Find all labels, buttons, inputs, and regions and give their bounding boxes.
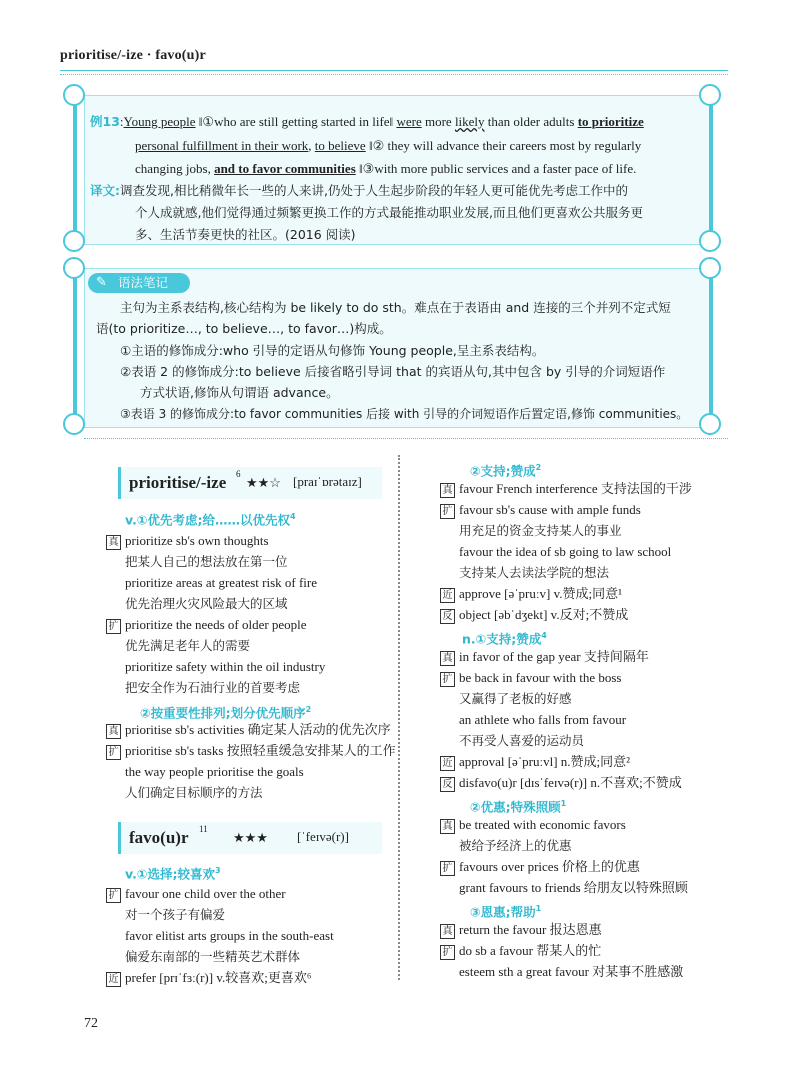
entry-text: prioritize sb's own thoughts bbox=[125, 533, 269, 548]
entry-line bbox=[440, 963, 683, 981]
entry-text: 把安全作为石油行业的首要考虑 bbox=[125, 680, 301, 695]
entry-line bbox=[106, 948, 300, 966]
entry-line bbox=[440, 753, 630, 771]
entry-line bbox=[106, 784, 263, 802]
entry-text: do sb a favour 帮某人的忙 bbox=[459, 943, 602, 958]
entry-line bbox=[440, 711, 626, 729]
sentence-keyword-prioritize: to prioritize bbox=[577, 114, 644, 129]
entry-line bbox=[106, 885, 286, 903]
sentence-keyword-favor: and to favor communities bbox=[214, 161, 356, 176]
translation-line-3: 多、生活节奏更快的社区。(2016 阅读) bbox=[135, 227, 356, 242]
entry-text: favour sb's cause with ample funds bbox=[459, 502, 641, 517]
entry-text: disfavo(u)r [dɪsˈfeɪvə(r)] n.不喜欢;不赞成 bbox=[459, 775, 682, 790]
header-rule-dotted bbox=[60, 74, 728, 75]
grammar-note-tag bbox=[88, 273, 190, 293]
entry-text: prioritise sb's tasks 按照轻重缓急安排某人的工作 bbox=[125, 743, 396, 758]
entry-text: 把某人自己的想法放在第一位 bbox=[125, 554, 288, 569]
sentence-subject: Young people bbox=[123, 114, 196, 129]
entry-header-prioritise bbox=[118, 467, 382, 499]
real-exam-tag: 真 bbox=[440, 924, 455, 939]
entry-text: 支持某人去读法学院的想法 bbox=[459, 565, 610, 580]
sentence-clause-1: ‖①who are still getting started in life‖ bbox=[198, 114, 394, 129]
entry-text: 又赢得了老板的好感 bbox=[459, 691, 572, 706]
page-number: 72 bbox=[84, 1016, 98, 1031]
entry-line bbox=[106, 637, 250, 655]
synonym-tag: 近 bbox=[440, 756, 455, 771]
entry-line bbox=[106, 679, 300, 697]
entry-text: prioritize the needs of older people bbox=[125, 617, 307, 632]
grammar-note-title: 语法笔记 bbox=[118, 275, 169, 290]
entry-line bbox=[440, 543, 671, 561]
synonym-tag: 近 bbox=[106, 972, 121, 987]
entry-header-favour bbox=[118, 822, 382, 854]
entry-text: prioritize areas at greatest risk of fire bbox=[125, 575, 318, 590]
entry-text: prefer [prɪˈfɜː(r)] v.较喜欢;更喜欢⁶ bbox=[125, 970, 312, 985]
sentence-word: changing jobs, bbox=[135, 161, 211, 176]
note-item-3: ③表语 3 的修饰成分:to favor communities 后接 with 引导的介词短语作后置定语,修饰 communities。 bbox=[120, 407, 689, 421]
note-item-2a: ②表语 2 的修饰成分:to believe 后接省略引导词 that 的宾语从句,其中包含 by 引导的介词短语作 bbox=[120, 364, 666, 379]
header-rule bbox=[60, 70, 728, 71]
entry-text: prioritize safety within the oil industry bbox=[125, 659, 326, 674]
column-divider bbox=[398, 455, 400, 980]
entry-line bbox=[440, 522, 622, 540]
sense-frequency: 4 bbox=[289, 512, 296, 521]
entry-line bbox=[440, 942, 601, 960]
entry-text: return the favour 报达恩惠 bbox=[459, 922, 602, 937]
entry-line bbox=[106, 742, 396, 760]
antonym-tag: 反 bbox=[440, 609, 455, 624]
entry-line bbox=[106, 532, 269, 550]
entry-text: 偏爱东南部的一些精英艺术群体 bbox=[125, 949, 301, 964]
headword-prioritise: prioritise/-ize bbox=[129, 473, 227, 492]
sentence-clause-2: ‖② they will advance their careers most by regularly bbox=[368, 138, 642, 153]
entry-line bbox=[106, 927, 334, 945]
sentence-word: than older adults bbox=[487, 114, 575, 129]
entry-text: be treated with economic favors bbox=[459, 817, 626, 832]
entry-line bbox=[440, 480, 692, 498]
entry-line bbox=[440, 669, 621, 687]
phonetic: [ˈfeɪvə(r)] bbox=[297, 829, 349, 844]
entry-text: the way people prioritise the goals bbox=[125, 764, 304, 779]
real-exam-tag: 真 bbox=[440, 819, 455, 834]
sentence-clause-3: ‖③with more public services and a faster pace of life. bbox=[359, 161, 637, 176]
entry-line bbox=[440, 879, 688, 897]
entry-line bbox=[440, 690, 572, 708]
entry-text: in favor of the gap year 支持间隔年 bbox=[459, 649, 649, 664]
phonetic: [praɪˈɒrətaɪz] bbox=[293, 474, 362, 489]
translation-line-1: 调查发现,相比稍微年长一些的人来讲,仍处于人生起步阶段的年轻人更可能优先考虑工作中的 bbox=[120, 183, 628, 198]
real-exam-tag: 真 bbox=[440, 651, 455, 666]
entry-text: 优先满足老年人的需要 bbox=[125, 638, 251, 653]
entry-text: an athlete who falls from favour bbox=[459, 712, 627, 727]
section-divider bbox=[84, 438, 728, 439]
sense-label: ②支持;赞成 bbox=[470, 463, 536, 479]
sense-label: v.①选择;较喜欢 bbox=[125, 866, 215, 882]
entry-line bbox=[440, 732, 584, 750]
entry-line bbox=[440, 501, 641, 519]
translation-label: 译文: bbox=[90, 183, 120, 198]
sense-frequency: 4 bbox=[541, 631, 547, 640]
entry-line bbox=[106, 763, 304, 781]
entry-text: 不再受人喜爱的运动员 bbox=[459, 733, 585, 748]
note-paragraph-2: 语(to prioritize…, to believe…, to favor…)构成。 bbox=[96, 321, 392, 336]
pen-icon: ✎ bbox=[96, 275, 107, 290]
entry-line bbox=[440, 606, 628, 624]
extension-tag: 扩 bbox=[106, 745, 121, 760]
sentence-to-believe: to believe bbox=[314, 138, 366, 153]
headword-frequency: 6 bbox=[236, 469, 241, 479]
entry-text: favor elitist arts groups in the south-east bbox=[125, 928, 334, 943]
sense-label: ②优惠;特殊照顾 bbox=[470, 799, 561, 815]
antonym-tag: 反 bbox=[440, 777, 455, 792]
entry-text: favours over prices 价格上的优惠 bbox=[459, 859, 640, 874]
entry-line bbox=[440, 648, 649, 666]
extension-tag: 扩 bbox=[440, 672, 455, 687]
sense-frequency: 2 bbox=[305, 705, 312, 714]
entry-text: favour the idea of sb going to law school bbox=[459, 544, 672, 559]
real-exam-tag: 真 bbox=[106, 535, 121, 550]
sentence-word: more bbox=[424, 114, 452, 129]
sense-label: v.①优先考虑;给……以优先权 bbox=[125, 512, 290, 528]
entry-line bbox=[440, 858, 640, 876]
extension-tag: 扩 bbox=[440, 861, 455, 876]
sense-label: ③恩惠;帮助 bbox=[470, 904, 536, 920]
star-rating: ★★★ bbox=[233, 830, 268, 845]
entry-text: 用充足的资金支持某人的事业 bbox=[459, 523, 622, 538]
entry-line bbox=[106, 595, 288, 613]
entry-line bbox=[106, 658, 325, 676]
entry-line bbox=[440, 816, 626, 834]
sentence-word-likely: likely bbox=[454, 114, 485, 129]
real-exam-tag: 真 bbox=[440, 483, 455, 498]
entry-text: object [əbˈdʒekt] v.反对;不赞成 bbox=[459, 607, 629, 622]
star-rating: ★★☆ bbox=[246, 475, 281, 490]
sentence-object: personal fulfillment in their work bbox=[135, 138, 309, 153]
sense-frequency: 3 bbox=[214, 866, 221, 875]
entry-line bbox=[106, 969, 311, 987]
entry-text: approval [əˈpruːvl] n.赞成;同意² bbox=[459, 754, 631, 769]
entry-line bbox=[106, 721, 391, 739]
entry-text: grant favours to friends 给朋友以特殊照顾 bbox=[459, 880, 688, 895]
extension-tag: 扩 bbox=[440, 504, 455, 519]
entry-text: favour one child over the other bbox=[125, 886, 286, 901]
entry-text: 被给予经济上的优惠 bbox=[459, 838, 572, 853]
headword-favour: favo(u)r bbox=[129, 828, 189, 847]
sentence-comma: , bbox=[308, 138, 312, 153]
sense-label: n.①支持;赞成 bbox=[462, 631, 542, 647]
sense-frequency: 1 bbox=[535, 904, 542, 913]
extension-tag: 扩 bbox=[106, 888, 121, 903]
note-item-2b: 方式状语,修饰从句谓语 advance。 bbox=[140, 385, 339, 400]
sense-label: ②按重要性排列;划分优先顺序 bbox=[140, 705, 306, 721]
real-exam-tag: 真 bbox=[106, 724, 121, 739]
translation-line-2: 个人成就感,他们觉得通过频繁更换工作的方式最能推动职业发展,而且他们更喜欢公共服务更 bbox=[135, 205, 643, 220]
note-paragraph-1: 主句为主系表结构,核心结构为 be likely to do sth。难点在于表语由 and 连接的三个并列不定式短 bbox=[120, 300, 671, 315]
entry-text: 优先治理火灾风险最大的区域 bbox=[125, 596, 288, 611]
entry-line bbox=[106, 616, 307, 634]
sense-frequency: 2 bbox=[535, 463, 542, 472]
entry-line bbox=[440, 921, 602, 939]
entry-line bbox=[106, 574, 317, 592]
synonym-tag: 近 bbox=[440, 588, 455, 603]
entry-line bbox=[440, 585, 622, 603]
example-label: 例13 bbox=[90, 114, 120, 129]
entry-line bbox=[440, 837, 572, 855]
entry-text: 对一个孩子有偏爱 bbox=[125, 907, 226, 922]
entry-text: favour French interference 支持法国的干涉 bbox=[459, 481, 692, 496]
running-header: prioritise/-ize · favo(u)r bbox=[60, 48, 206, 63]
sentence-verb: were bbox=[396, 114, 422, 129]
sense-frequency: 1 bbox=[560, 799, 567, 808]
entry-text: be back in favour with the boss bbox=[459, 670, 622, 685]
entry-line bbox=[106, 553, 288, 571]
entry-line bbox=[440, 564, 609, 582]
entry-line bbox=[106, 906, 225, 924]
entry-text: 人们确定目标顺序的方法 bbox=[125, 785, 263, 800]
extension-tag: 扩 bbox=[440, 945, 455, 960]
entry-line bbox=[440, 774, 682, 792]
note-item-1: ①主语的修饰成分:who 引导的定语从句修饰 Young people,呈主系表结构。 bbox=[120, 343, 545, 358]
extension-tag: 扩 bbox=[106, 619, 121, 634]
entry-text: esteem sth a great favour 对某事不胜感激 bbox=[459, 964, 684, 979]
headword-frequency: 11 bbox=[199, 824, 208, 834]
entry-text: approve [əˈpruːv] v.赞成;同意¹ bbox=[459, 586, 622, 601]
entry-text: prioritise sb's activities 确定某人活动的优先次序 bbox=[125, 722, 391, 737]
